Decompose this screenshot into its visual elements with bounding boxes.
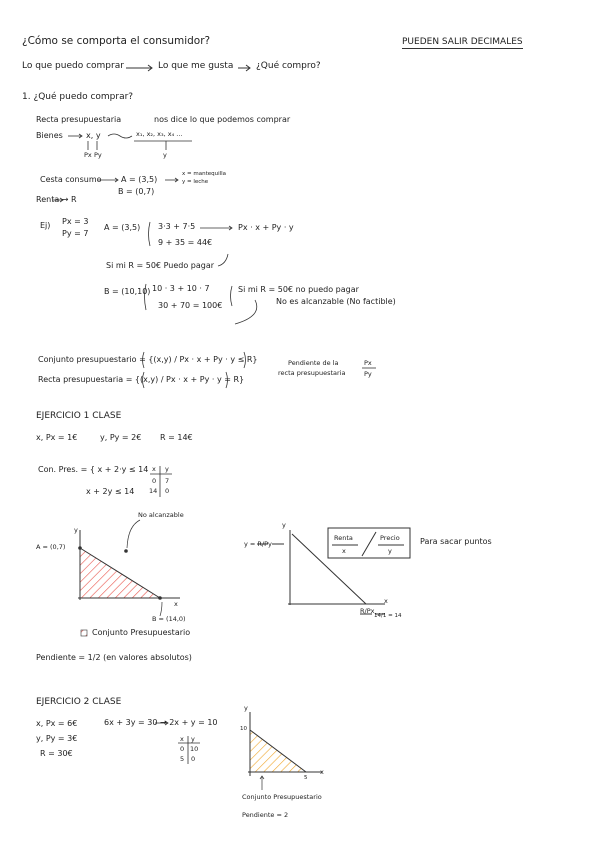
graph3-x-tick: 5 — [304, 775, 308, 781]
ej1-table-hx: x — [152, 465, 156, 473]
ej1-pendiente: Pendiente = 1/2 (en valores absolutos) — [36, 653, 192, 662]
px-label: Px — [84, 151, 92, 159]
box-x: x — [342, 547, 346, 555]
ej1-conj: Con. Pres. = { x + 2·y ≤ 14 — [38, 465, 149, 474]
cesta-label: Cesta consumo — [40, 175, 102, 184]
ej-px: Px = 3 — [62, 217, 89, 226]
bienes-y: y — [163, 151, 167, 159]
graph2-axis-y: y — [282, 521, 286, 529]
ej-a: A = (3,5) — [104, 223, 141, 232]
box-renta: Renta — [334, 534, 353, 542]
ej1-table-r2y: 0 — [165, 487, 170, 495]
graph1-axis-x: x — [174, 600, 178, 608]
graph1-legend: Conjunto Presupuestario — [92, 628, 191, 637]
recta-desc: nos dice lo que podemos comprar — [154, 115, 291, 124]
ej2-pendiente: Pendiente = 2 — [242, 811, 289, 819]
ej1-x: x, Px = 1€ — [36, 433, 78, 442]
flow-item-2: Lo que me gusta — [158, 61, 234, 71]
ej-b-no-alcanzable: No es alcanzable (No factible) — [276, 297, 396, 306]
cesta-b: B = (0,7) — [118, 187, 155, 196]
ej2-table-hy: y — [191, 735, 195, 743]
py-label: Py — [94, 151, 102, 159]
ej-si-puedo: Si mi R = 50€ Puedo pagar — [106, 261, 215, 270]
ej1-table-r2x: 14 — [149, 487, 158, 495]
recta-label: Recta presupuestaria — [36, 115, 122, 124]
ej2-r: R = 30€ — [40, 749, 73, 758]
budget-graph-3 — [248, 712, 322, 790]
graph2-axis-x: x — [384, 597, 388, 605]
ejercicio1-heading: EJERCICIO 1 CLASE — [36, 411, 122, 421]
ej1-ineq: x + 2y ≤ 14 — [86, 487, 135, 496]
ej-b: B = (10,10) — [104, 287, 151, 296]
ej1-y: y, Py = 2€ — [100, 433, 142, 442]
cesta-note-1: x = mantequilla — [182, 171, 227, 177]
ej2-y: y, Py = 3€ — [36, 734, 78, 743]
bienes-xs: x₁, x₂, x₃, x₄ ... — [136, 130, 183, 138]
ej-label: Ej) — [40, 221, 51, 230]
ej2-table-hx: x — [180, 735, 184, 743]
no-alcanzable-label: No alcanzable — [138, 511, 184, 519]
pendiente-den: Py — [364, 370, 372, 378]
graph2-y-intercept: y = R/Py — [244, 540, 272, 548]
bienes-label: Bienes — [36, 131, 63, 140]
graph1-point-b: B = (14,0) — [152, 615, 186, 623]
graph3-y-tick: 10 — [240, 726, 247, 732]
graph3-legend: Conjunto Presupuestario — [242, 793, 322, 801]
ej-b-calc-1: 10 · 3 + 10 · 7 — [152, 284, 210, 293]
ej-calc-1: 3·3 + 7·5 — [158, 222, 196, 231]
ej1-r: R = 14€ — [160, 433, 193, 442]
ej2-table-r1y: 10 — [190, 745, 199, 753]
graph3-axis-y: y — [244, 704, 248, 712]
pendiente-label-1: Pendiente de la — [288, 359, 339, 367]
para-sacar-puntos: Para sacar puntos — [420, 537, 492, 546]
graph3-axis-x: x — [320, 768, 324, 776]
recta-def: Recta presupuestaria = {(x,y) / Px · x + Py · y = R} — [38, 375, 245, 384]
ej1-table-r1y: 7 — [165, 477, 170, 485]
graph2-x-intercept: R/Px — [360, 607, 375, 615]
section1-heading: 1. ¿Qué puedo comprar? — [22, 92, 134, 102]
ej2-eq: 6x + 3y = 30 → 2x + y = 10 — [104, 718, 218, 727]
ej-formula: Px · x + Py · y — [238, 223, 294, 232]
cesta-a: A = (3,5) — [121, 175, 158, 184]
box-y: y — [388, 547, 392, 555]
flow-item-1: Lo que puedo comprar — [22, 61, 124, 71]
ej2-table-r1x: 0 — [180, 745, 185, 753]
decimals-tag: PUEDEN SALIR DECIMALES — [402, 37, 523, 47]
ej-calc-2: 9 + 35 = 44€ — [158, 238, 213, 247]
page-title: ¿Cómo se comporta el consumidor? — [22, 35, 211, 47]
ejercicio2-heading: EJERCICIO 2 CLASE — [36, 697, 122, 707]
ej2-table-r2x: 5 — [180, 755, 185, 763]
cesta-note-2: y = leche — [182, 179, 209, 185]
flow-item-3: ¿Qué compro? — [256, 61, 321, 71]
graph1-point-a: A = (0,7) — [36, 543, 66, 551]
ej-py: Py = 7 — [62, 229, 89, 238]
ej-b-no-puedo: Si mi R = 50€ no puedo pagar — [238, 285, 359, 294]
graph1-axis-y: y — [74, 526, 78, 534]
ej2-table-r2y: 0 — [191, 755, 196, 763]
box-precio: Precio — [380, 534, 400, 542]
pendiente-num: Px — [364, 359, 372, 367]
graph2-x-value: 14/1 = 14 — [374, 613, 402, 619]
pendiente-label-2: recta presupuestaria — [278, 369, 346, 377]
ej-b-calc-2: 30 + 70 = 100€ — [158, 301, 223, 310]
conjunto-def: Conjunto presupuestario = {(x,y) / Px · x + Py · y ≤ R} — [38, 355, 258, 364]
ej2-x: x, Px = 6€ — [36, 719, 78, 728]
ej1-table-hy: y — [165, 465, 169, 473]
bienes-xy: x, y — [86, 131, 101, 140]
renta-label: Renta → R — [36, 195, 77, 204]
ej1-table-r1x: 0 — [152, 477, 157, 485]
